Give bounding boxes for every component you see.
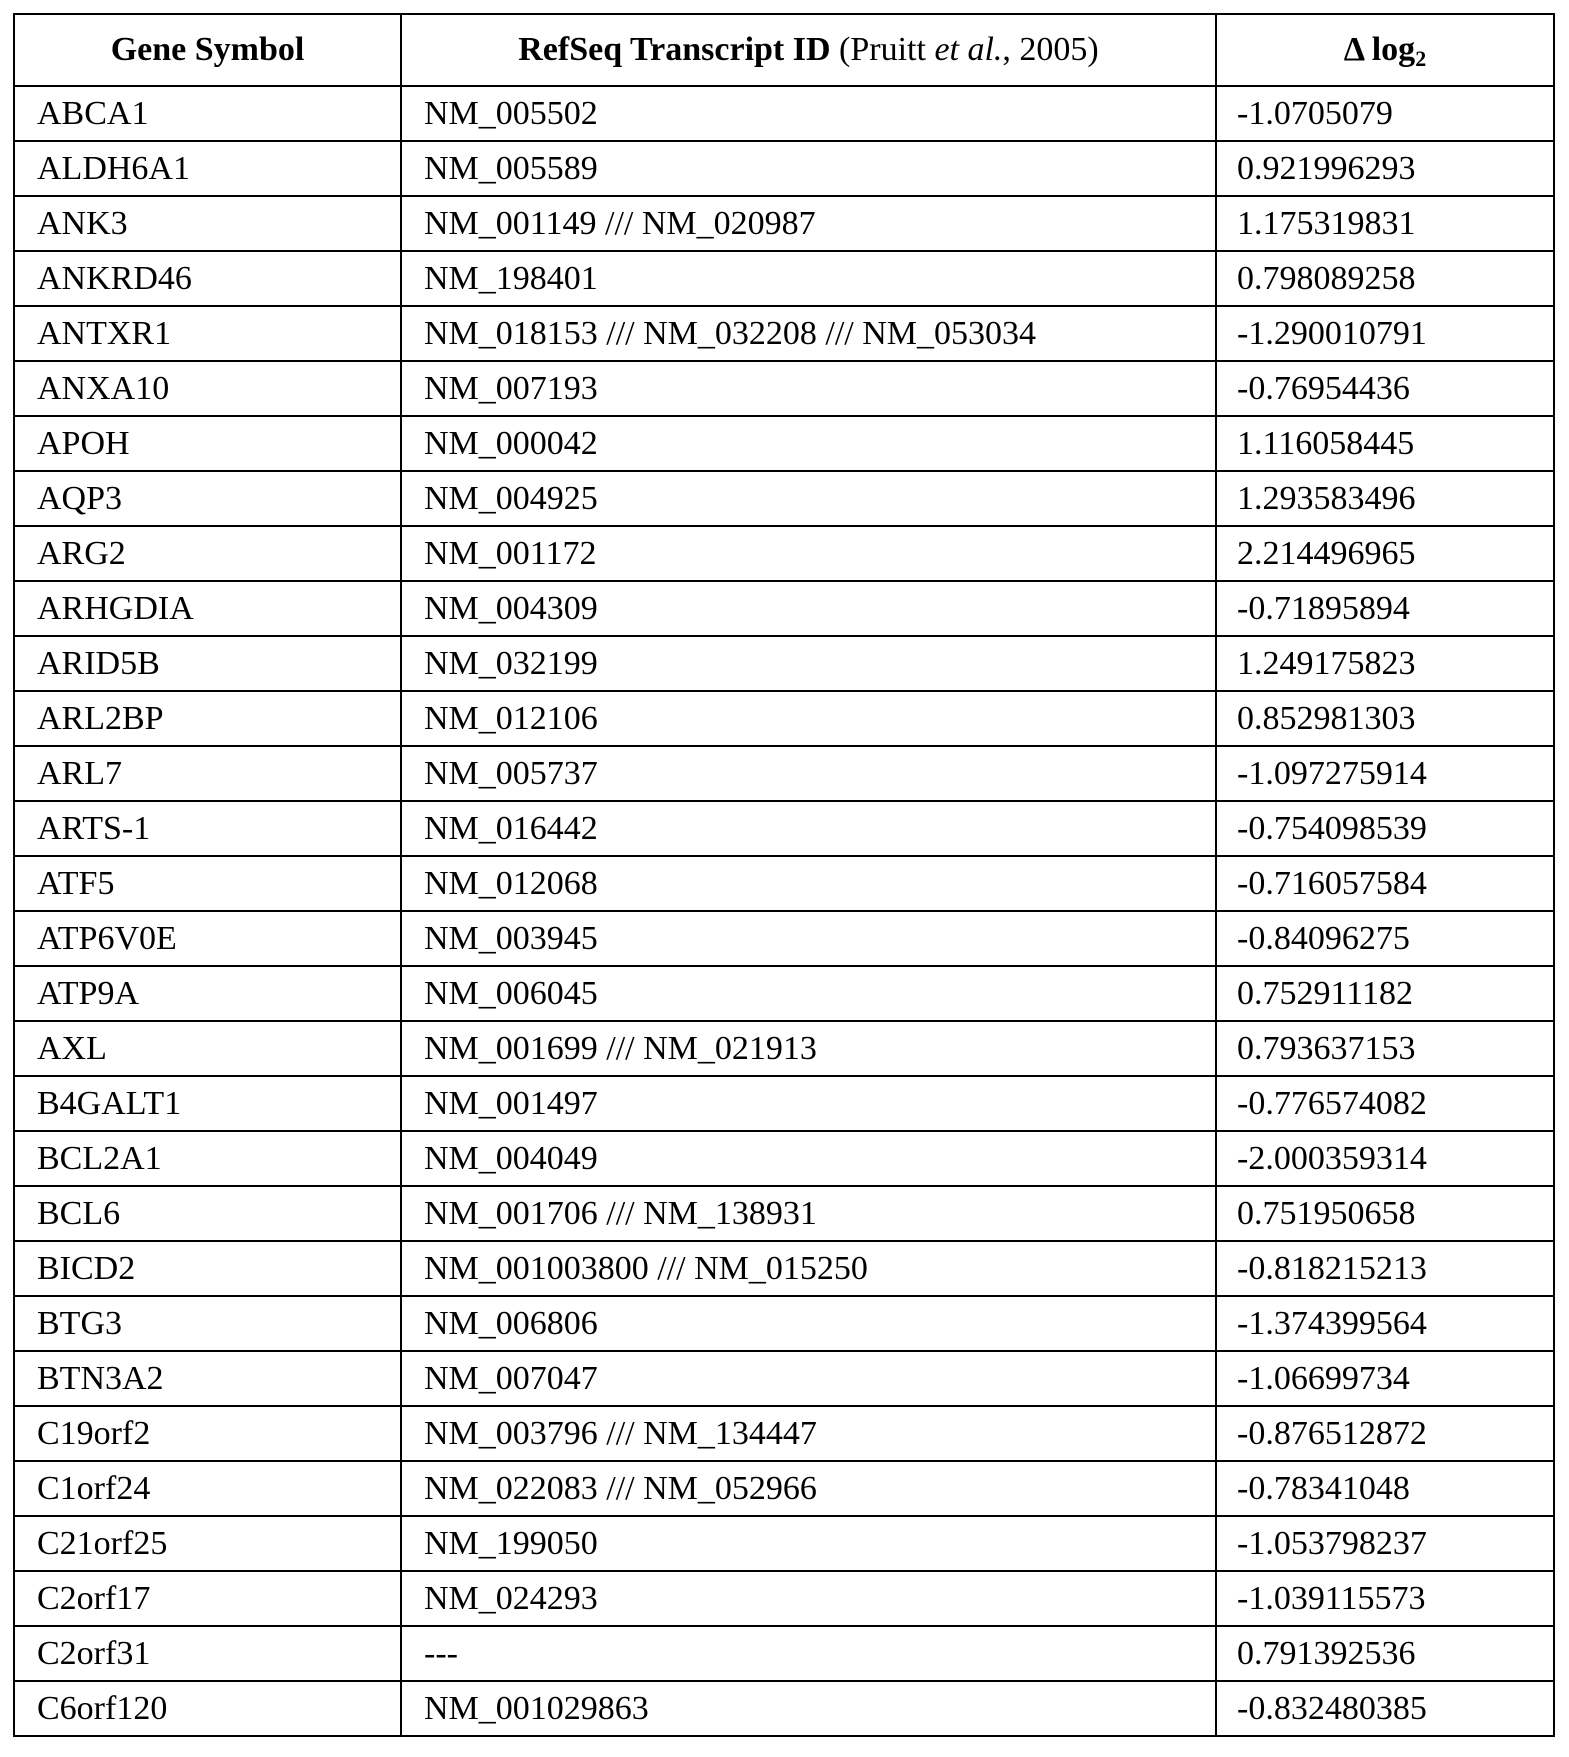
delta-log2-cell: 0.791392536 — [1216, 1626, 1554, 1681]
refseq-id-cell: NM_007047 — [401, 1351, 1216, 1406]
table-row — [14, 361, 1554, 416]
gene-symbol-cell: BCL6 — [14, 1186, 401, 1241]
table-row — [14, 581, 1554, 636]
table-row — [14, 1406, 1554, 1461]
refseq-id-cell: NM_032199 — [401, 636, 1216, 691]
delta-log2-cell: -0.78341048 — [1216, 1461, 1554, 1516]
delta-log2-cell: 0.793637153 — [1216, 1021, 1554, 1076]
refseq-id-cell: NM_012068 — [401, 856, 1216, 911]
delta-log2-cell: 2.214496965 — [1216, 526, 1554, 581]
delta-log2-cell: -1.06699734 — [1216, 1351, 1554, 1406]
gene-symbol-cell: ARL2BP — [14, 691, 401, 746]
refseq-id-cell: NM_003796 /// NM_134447 — [401, 1406, 1216, 1461]
refseq-id-cell: NM_016442 — [401, 801, 1216, 856]
refseq-id-cell: NM_001497 — [401, 1076, 1216, 1131]
gene-symbol-cell: APOH — [14, 416, 401, 471]
refseq-id-cell: NM_001706 /// NM_138931 — [401, 1186, 1216, 1241]
refseq-id-cell: NM_024293 — [401, 1571, 1216, 1626]
table-row — [14, 251, 1554, 306]
delta-log2-cell: -2.000359314 — [1216, 1131, 1554, 1186]
header-gene-symbol: Gene Symbol — [14, 14, 401, 86]
table-row — [14, 1516, 1554, 1571]
refseq-id-cell: NM_000042 — [401, 416, 1216, 471]
gene-symbol-cell: BTN3A2 — [14, 1351, 401, 1406]
table-row — [14, 1021, 1554, 1076]
refseq-id-cell: NM_001699 /// NM_021913 — [401, 1021, 1216, 1076]
delta-log2-cell: 0.752911182 — [1216, 966, 1554, 1021]
refseq-id-cell: NM_005502 — [401, 86, 1216, 141]
refseq-id-cell: NM_007193 — [401, 361, 1216, 416]
delta-log2-cell: -0.71895894 — [1216, 581, 1554, 636]
gene-symbol-cell: C19orf2 — [14, 1406, 401, 1461]
table-row — [14, 1351, 1554, 1406]
gene-symbol-cell: B4GALT1 — [14, 1076, 401, 1131]
gene-symbol-cell: ATP9A — [14, 966, 401, 1021]
gene-symbol-cell: AQP3 — [14, 471, 401, 526]
gene-symbol-cell: C6orf120 — [14, 1681, 401, 1736]
table-row — [14, 526, 1554, 581]
table-row — [14, 471, 1554, 526]
delta-log2-cell: 1.293583496 — [1216, 471, 1554, 526]
table-row — [14, 306, 1554, 361]
header-row — [14, 14, 1554, 86]
delta-log2-cell: -0.776574082 — [1216, 1076, 1554, 1131]
refseq-id-cell: NM_004049 — [401, 1131, 1216, 1186]
gene-symbol-cell: ARHGDIA — [14, 581, 401, 636]
header-citation-close: , 2005) — [1002, 31, 1098, 68]
refseq-id-cell: NM_001172 — [401, 526, 1216, 581]
refseq-id-cell: NM_022083 /// NM_052966 — [401, 1461, 1216, 1516]
gene-symbol-cell: ATP6V0E — [14, 911, 401, 966]
refseq-id-cell: NM_199050 — [401, 1516, 1216, 1571]
refseq-id-cell: NM_005737 — [401, 746, 1216, 801]
header-citation-italic: et al. — [934, 31, 1002, 68]
table-row — [14, 1186, 1554, 1241]
gene-expression-table — [13, 13, 1555, 1737]
delta-log2-cell: -0.818215213 — [1216, 1241, 1554, 1296]
table-row — [14, 1076, 1554, 1131]
delta-log2-cell: 0.852981303 — [1216, 691, 1554, 746]
gene-symbol-cell: ARID5B — [14, 636, 401, 691]
refseq-id-cell: NM_012106 — [401, 691, 1216, 746]
delta-log2-cell: 0.921996293 — [1216, 141, 1554, 196]
header-refseq-label: RefSeq Transcript ID — [518, 31, 830, 68]
delta-log2-cell: -0.832480385 — [1216, 1681, 1554, 1736]
table-row — [14, 966, 1554, 1021]
delta-log2-cell: -1.097275914 — [1216, 746, 1554, 801]
header-citation-open: (Pruitt — [839, 31, 934, 68]
delta-log2-cell: -0.754098539 — [1216, 801, 1554, 856]
table-row — [14, 141, 1554, 196]
gene-symbol-cell: ATF5 — [14, 856, 401, 911]
gene-symbol-cell: AXL — [14, 1021, 401, 1076]
gene-symbol-cell: ARTS-1 — [14, 801, 401, 856]
table-row — [14, 1681, 1554, 1736]
gene-symbol-cell: ABCA1 — [14, 86, 401, 141]
gene-symbol-cell: ANKRD46 — [14, 251, 401, 306]
delta-log2-cell: 0.798089258 — [1216, 251, 1554, 306]
table-row — [14, 1571, 1554, 1626]
delta-log2-cell: 0.751950658 — [1216, 1186, 1554, 1241]
table-row — [14, 416, 1554, 471]
gene-symbol-cell: ANXA10 — [14, 361, 401, 416]
table-row — [14, 636, 1554, 691]
delta-log2-cell: -1.290010791 — [1216, 306, 1554, 361]
refseq-id-cell: NM_006045 — [401, 966, 1216, 1021]
refseq-id-cell: NM_005589 — [401, 141, 1216, 196]
refseq-id-cell: NM_001003800 /// NM_015250 — [401, 1241, 1216, 1296]
refseq-id-cell: NM_001029863 — [401, 1681, 1216, 1736]
gene-symbol-cell: BICD2 — [14, 1241, 401, 1296]
table-row — [14, 86, 1554, 141]
delta-log2-cell: -1.374399564 — [1216, 1296, 1554, 1351]
gene-symbol-cell: ANK3 — [14, 196, 401, 251]
refseq-id-cell: NM_004925 — [401, 471, 1216, 526]
header-delta-log2 — [1216, 14, 1554, 86]
refseq-id-cell: NM_003945 — [401, 911, 1216, 966]
refseq-id-cell: NM_198401 — [401, 251, 1216, 306]
delta-log2-cell: -1.0705079 — [1216, 86, 1554, 141]
gene-symbol-cell: C2orf31 — [14, 1626, 401, 1681]
refseq-id-cell: NM_001149 /// NM_020987 — [401, 196, 1216, 251]
table-row — [14, 746, 1554, 801]
table-row — [14, 1241, 1554, 1296]
gene-symbol-cell: ALDH6A1 — [14, 141, 401, 196]
header-delta-subscript: 2 — [1415, 46, 1426, 71]
delta-log2-cell: 1.175319831 — [1216, 196, 1554, 251]
gene-symbol-cell: C1orf24 — [14, 1461, 401, 1516]
header-delta-label: Δ log — [1344, 31, 1415, 68]
refseq-id-cell: --- — [401, 1626, 1216, 1681]
table-row — [14, 1296, 1554, 1351]
delta-log2-cell: 1.249175823 — [1216, 636, 1554, 691]
delta-log2-cell: -0.716057584 — [1216, 856, 1554, 911]
gene-symbol-cell: BTG3 — [14, 1296, 401, 1351]
table-row — [14, 801, 1554, 856]
delta-log2-cell: -0.76954436 — [1216, 361, 1554, 416]
delta-log2-cell: -0.876512872 — [1216, 1406, 1554, 1461]
gene-symbol-cell: ARG2 — [14, 526, 401, 581]
delta-log2-cell: -1.053798237 — [1216, 1516, 1554, 1571]
delta-log2-cell: -1.039115573 — [1216, 1571, 1554, 1626]
refseq-id-cell: NM_018153 /// NM_032208 /// NM_053034 — [401, 306, 1216, 361]
gene-symbol-cell: ARL7 — [14, 746, 401, 801]
table-row — [14, 856, 1554, 911]
gene-symbol-cell: C21orf25 — [14, 1516, 401, 1571]
table-row — [14, 691, 1554, 746]
gene-symbol-cell: ANTXR1 — [14, 306, 401, 361]
table-row — [14, 196, 1554, 251]
delta-log2-cell: 1.116058445 — [1216, 416, 1554, 471]
table-row — [14, 1461, 1554, 1516]
table-row — [14, 1626, 1554, 1681]
table-row — [14, 1131, 1554, 1186]
header-refseq — [401, 14, 1216, 86]
table-row — [14, 911, 1554, 966]
refseq-id-cell: NM_004309 — [401, 581, 1216, 636]
delta-log2-cell: -0.84096275 — [1216, 911, 1554, 966]
gene-symbol-cell: BCL2A1 — [14, 1131, 401, 1186]
gene-symbol-cell: C2orf17 — [14, 1571, 401, 1626]
refseq-id-cell: NM_006806 — [401, 1296, 1216, 1351]
